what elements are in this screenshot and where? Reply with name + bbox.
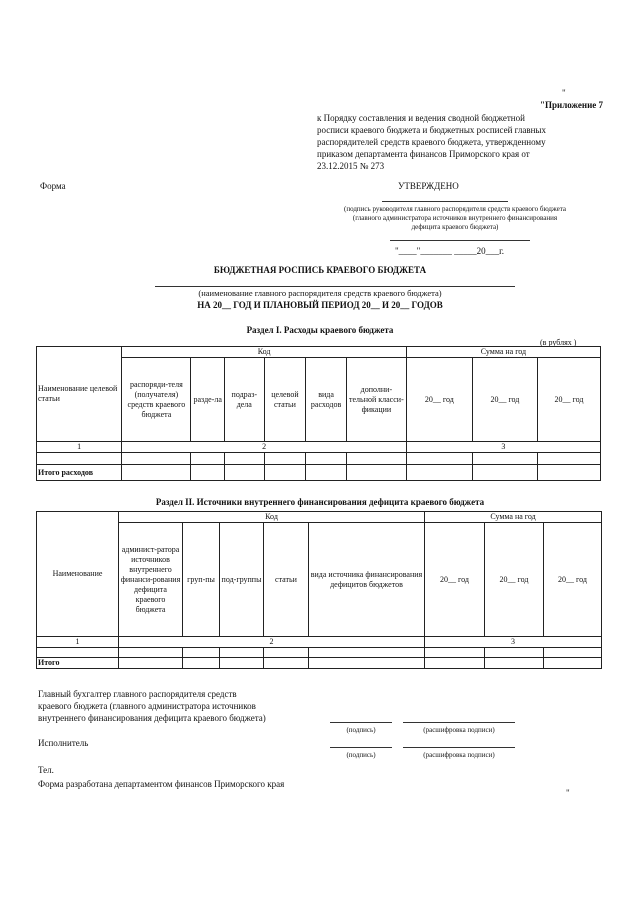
developed-note: Форма разработана департаментом финансов Приморского края bbox=[38, 779, 285, 789]
sources-table bbox=[36, 511, 602, 669]
signature-line bbox=[330, 722, 392, 723]
phone-label: Тел. bbox=[38, 765, 54, 775]
year-col: 20__ год bbox=[472, 358, 537, 442]
empty-cell bbox=[191, 453, 225, 465]
empty-cell bbox=[346, 453, 406, 465]
empty-cell bbox=[183, 648, 220, 658]
period-title: НА 20__ ГОД И ПЛАНОВЫЙ ПЕРИОД 20__ И 20__ ГОДОВ bbox=[197, 300, 443, 310]
code-col: подраз-дела bbox=[224, 358, 264, 442]
empty-cell bbox=[264, 658, 309, 669]
num-cell: 2 bbox=[122, 442, 407, 453]
approve-signature-caption bbox=[300, 205, 610, 232]
signature-caption: (подпись) bbox=[346, 726, 376, 734]
empty-cell bbox=[309, 648, 425, 658]
code-col: под-группы bbox=[220, 523, 264, 637]
page-title: БЮДЖЕТНАЯ РОСПИСЬ КРАЕВОГО БЮДЖЕТА bbox=[213, 265, 427, 275]
decode-caption: (расшифровка подписи) bbox=[423, 751, 495, 759]
year-col: 20__ год bbox=[406, 358, 472, 442]
code-col: дополни-тельной класси-фикации bbox=[346, 358, 406, 442]
appendix-line: 23.12.2015 № 273 bbox=[317, 161, 385, 171]
decode-line bbox=[403, 722, 515, 723]
accountant-line: Главный бухгалтер главного распорядителя средств bbox=[38, 689, 237, 699]
empty-cell bbox=[224, 453, 264, 465]
accountant-line: внутреннего финансирования дефицита краевого бюджета) bbox=[38, 713, 266, 723]
accountant-block bbox=[38, 688, 338, 724]
empty-cell bbox=[191, 465, 225, 481]
empty-cell bbox=[220, 648, 264, 658]
decode-line bbox=[403, 747, 515, 748]
empty-cell bbox=[346, 465, 406, 481]
empty-cell bbox=[306, 465, 347, 481]
quote-mark: " bbox=[562, 88, 566, 98]
empty-cell bbox=[306, 453, 347, 465]
empty-cell bbox=[472, 453, 537, 465]
empty-cell bbox=[119, 658, 183, 669]
empty-cell bbox=[537, 465, 600, 481]
col-name-header: Наименование целевой статьи bbox=[37, 347, 122, 442]
section2-title: Раздел II. Источники внутреннего финансирования дефицита краевого бюджета bbox=[155, 497, 485, 507]
signature-caption: (подпись) bbox=[346, 751, 376, 759]
num-cell: 2 bbox=[119, 637, 425, 648]
code-col: целевой статьи bbox=[264, 358, 306, 442]
empty-cell bbox=[183, 658, 220, 669]
sum-header: Сумма на год bbox=[406, 347, 600, 358]
empty-cell bbox=[537, 453, 600, 465]
code-col: вида расходов bbox=[306, 358, 347, 442]
divider-line bbox=[390, 240, 530, 241]
code-header: Код bbox=[119, 512, 425, 523]
quote-mark: " bbox=[566, 788, 570, 798]
appendix-line: приказом департамента финансов Приморского края от bbox=[317, 149, 530, 159]
accountant-line: краевого бюджета (главного администратора источников bbox=[38, 701, 256, 711]
empty-cell bbox=[309, 658, 425, 669]
code-col: статьи bbox=[264, 523, 309, 637]
empty-cell bbox=[425, 648, 485, 658]
code-col: разде-ла bbox=[191, 358, 225, 442]
empty-cell bbox=[544, 648, 602, 658]
form-label: Форма bbox=[40, 181, 66, 191]
code-header: Код bbox=[122, 347, 407, 358]
empty-cell bbox=[485, 658, 544, 669]
empty-cell bbox=[37, 648, 119, 658]
caption-line: (главного администратора источников внутреннего финансирования bbox=[352, 214, 558, 222]
num-cell: 3 bbox=[406, 442, 600, 453]
empty-cell bbox=[472, 465, 537, 481]
code-col: распоряди-теля (получателя) средств краевого бюджета bbox=[122, 358, 191, 442]
year-col: 20__ год bbox=[485, 523, 544, 637]
num-cell: 1 bbox=[37, 442, 122, 453]
units-label: (в рублях ) bbox=[540, 338, 577, 347]
empty-cell bbox=[224, 465, 264, 481]
year-col: 20__ год bbox=[537, 358, 600, 442]
approved-title: УТВЕРЖДЕНО bbox=[398, 181, 459, 191]
empty-cell bbox=[220, 658, 264, 669]
num-cell: 3 bbox=[425, 637, 602, 648]
empty-cell bbox=[264, 453, 306, 465]
total-sources-label: Итого bbox=[37, 658, 119, 669]
empty-cell bbox=[406, 453, 472, 465]
subtitle: (наименование главного распорядителя средств краевого бюджета) bbox=[198, 288, 442, 298]
empty-cell bbox=[425, 658, 485, 669]
empty-cell bbox=[264, 648, 309, 658]
code-col: админист-ратора источников внутреннего финанси-рования дефицита краевого бюджета bbox=[119, 523, 183, 637]
signature-line bbox=[330, 747, 392, 748]
signature-line bbox=[382, 201, 508, 202]
decode-caption: (расшифровка подписи) bbox=[423, 726, 495, 734]
empty-cell bbox=[264, 465, 306, 481]
appendix-line: росписи краевого бюджета и бюджетных росписей главных bbox=[317, 125, 546, 135]
appendix-title: "Приложение 7 bbox=[540, 100, 604, 110]
approve-date: "____"_______ _____20___г. bbox=[395, 246, 505, 256]
appendix-line: к Порядку составления и ведения сводной бюджетной bbox=[317, 113, 525, 123]
col-name-header: Наименование bbox=[37, 512, 119, 637]
code-col: груп-пы bbox=[183, 523, 220, 637]
empty-cell bbox=[544, 658, 602, 669]
empty-cell bbox=[406, 465, 472, 481]
appendix-text bbox=[317, 112, 617, 172]
caption-line: дефицита краевого бюджета) bbox=[411, 223, 499, 231]
empty-cell bbox=[122, 465, 191, 481]
empty-cell bbox=[119, 648, 183, 658]
expenses-table bbox=[36, 346, 601, 481]
total-expenses-label: Итого расходов bbox=[37, 465, 122, 481]
year-col: 20__ год bbox=[425, 523, 485, 637]
year-col: 20__ год bbox=[544, 523, 602, 637]
empty-cell bbox=[122, 453, 191, 465]
num-cell: 1 bbox=[37, 637, 119, 648]
empty-cell bbox=[485, 648, 544, 658]
executor-label: Исполнитель bbox=[38, 738, 89, 748]
empty-cell bbox=[37, 453, 122, 465]
code-col: вида источника финансирования дефицитов бюджетов bbox=[309, 523, 425, 637]
section1-title: Раздел I. Расходы краевого бюджета bbox=[246, 325, 394, 335]
sum-header: Сумма на год bbox=[425, 512, 602, 523]
caption-line: (подпись руководителя главного распорядителя средств краевого бюджета bbox=[344, 205, 566, 213]
appendix-line: распорядителей средств краевого бюджета, утвержденному bbox=[317, 137, 546, 147]
